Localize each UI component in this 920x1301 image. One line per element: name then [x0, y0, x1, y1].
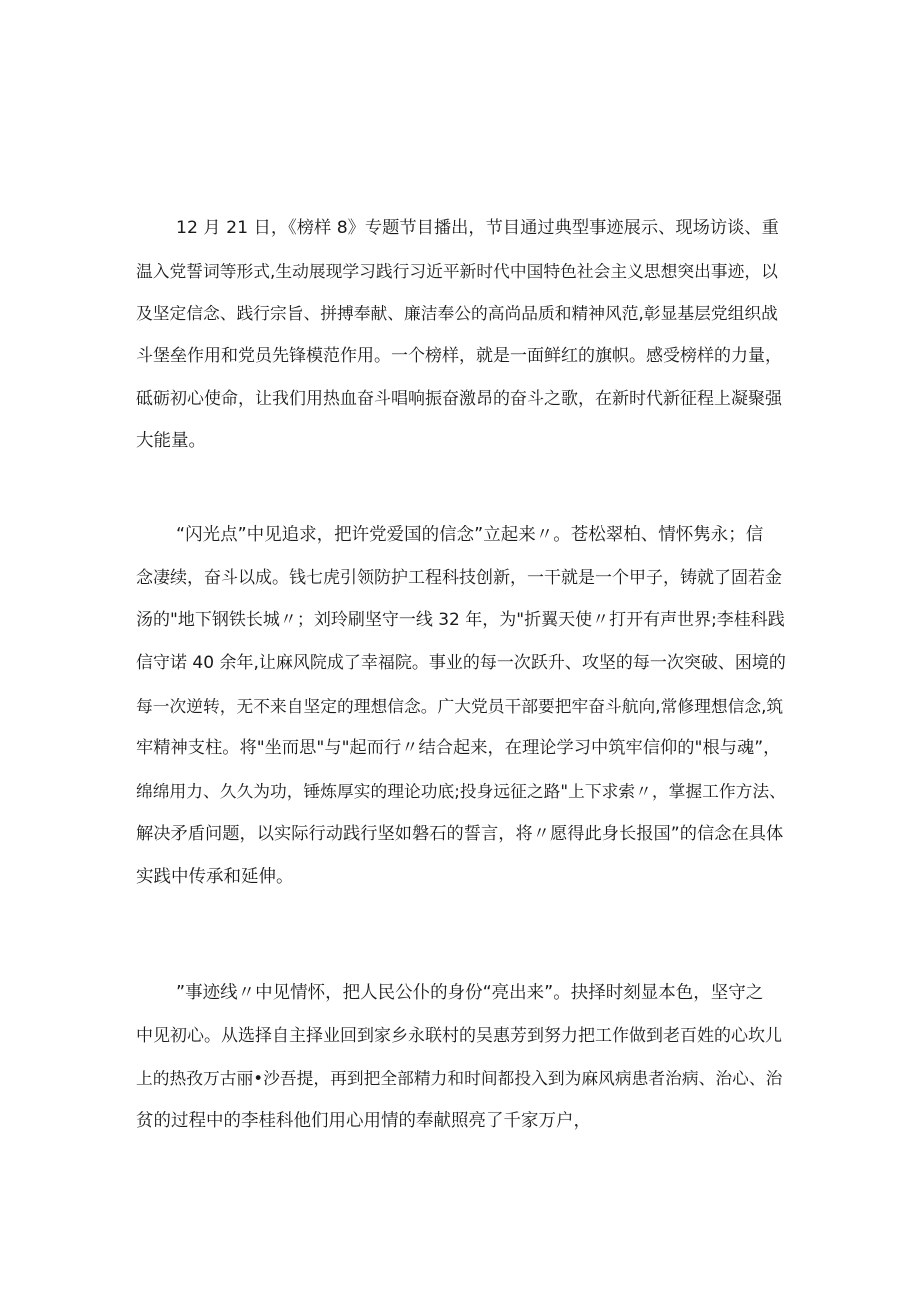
text-line: 温入党誓词等形式,生动展现学习践行习近平新时代中国特色社会主义思想突出事迹，以	[136, 260, 778, 281]
text-line: 砥砺初心使命，让我们用热血奋斗唱响振奋激昂的奋斗之歌，在新时代新征程上凝聚强	[136, 388, 782, 409]
text-line: 实践中传承和延伸。	[136, 866, 294, 887]
text-line: 大能量。	[136, 431, 206, 452]
text-line: 牢精神支柱。将"坐而思"与"起而行〃结合起来，在理论学习中筑牢信仰的"根与魂”，	[136, 738, 781, 759]
text-line: 斗堡垒作用和党员先锋模范作用。一个榜样，就是一面鲜红的旗帜。感受榜样的力量，	[136, 346, 782, 367]
text-line: 及坚定信念、践行宗旨、拼搏奉献、廉洁奉公的高尚品质和精神风范,彰显基层党组织战	[136, 303, 778, 324]
text-line: 12 月 21 日，《榜样 8》专题节目播出，节目通过典型事迹展示、现场访谈、重	[176, 218, 779, 238]
paragraph-3	[136, 972, 786, 1143]
text-line: “闪光点”中见追求，把许党爱国的信念”立起来〃。苍松翠柏、情怀隽永；信	[176, 525, 764, 545]
text-line: 每一次逆转，无不来自坚定的理想信念。广大党员干部要把牢奋斗航向,常修理想信念,筑	[136, 695, 784, 716]
text-line: 念凄续，奋斗以成。钱七虎引领防护工程科技创新，一干就是一个甲子，铸就了固若金	[136, 567, 782, 588]
text-line: 汤的"地下钢铁长城〃；刘玲刷坚守一线 32 年，为"折翼天使〃打开有声世界;李桂科践	[136, 610, 785, 631]
text-line: 解决矛盾问题，以实际行动践行坚如磐石的誓言，将〃愿得此身长报国”的信念在具体	[136, 823, 784, 844]
text-line: ”事迹线〃中见情怀，把人民公仆的身份“亮出来”。抉择时刻显本色，坚守之	[176, 983, 764, 1003]
paragraph-1	[136, 207, 786, 463]
paragraph-2	[136, 514, 786, 898]
text-line: 中见初心。从选择自主择业回到家乡永联村的吴惠芳到努力把工作做到老百姓的心坎儿	[136, 1025, 782, 1046]
text-line: 信守诺 40 余年,让麻风院成了幸福院。事业的每一次跃升、攻坚的每一次突破、困境的	[136, 653, 786, 674]
text-line: 贫的过程中的李桂科他们用心用情的奉献照亮了千家万户，	[136, 1111, 591, 1132]
text-line: 上的热孜万古丽•沙吾提，再到把全部精力和时间都投入到为麻风病患者治病、治心、治	[136, 1068, 783, 1089]
text-line: 绵绵用力、久久为功，锤炼厚实的理论功底;投身远征之路"上下求索〃，掌握工作方法、	[136, 781, 786, 802]
